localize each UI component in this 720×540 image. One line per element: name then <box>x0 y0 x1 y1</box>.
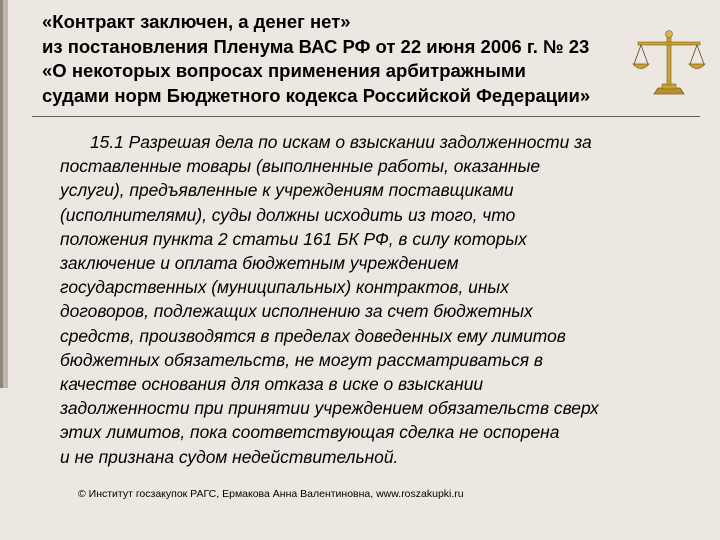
title-divider <box>32 116 700 117</box>
slide-title <box>42 10 632 108</box>
body-line: заключение и оплата бюджетным учреждением <box>60 253 459 274</box>
scales-of-justice-icon <box>632 26 706 98</box>
title-line-1: «Контракт заключен, а денег нет» <box>42 11 351 32</box>
body-line: 15.1 Разрешая дела по искам о взыскании задолженности за <box>90 132 592 152</box>
body-line: положения пункта 2 статьи 161 БК РФ, в силу которых <box>60 228 527 249</box>
body-line: этих лимитов, пока соответствующая сделка не оспорена <box>60 422 560 443</box>
body-line: качестве основания для отказа в иске о взыскании <box>60 374 484 395</box>
title-line-4: судами норм Бюджетного кодекса Российской Федерации» <box>42 84 591 106</box>
body-line: услуги), предъявленные к учреждениям поставщиками <box>60 180 514 201</box>
body-line: государственных (муниципальных) контрактов, иных <box>60 277 509 298</box>
body-line: поставленные товары (выполненные работы, оказанные <box>60 156 541 177</box>
ruling-paragraph <box>60 130 700 469</box>
body-line: бюджетных обязательств, не могут рассматриваться в <box>60 349 543 370</box>
body-line: задолженности при принятии учреждением обязательств сверх <box>60 398 599 419</box>
left-accent-stripe <box>0 0 3 388</box>
body-line: средств, производятся в пределах доведенных ему лимитов <box>60 325 566 346</box>
body-line: и не признана судом недействительной. <box>60 446 399 467</box>
title-line-2: из постановления Пленума ВАС РФ от 22 июня 2006 г. № 23 <box>42 35 590 57</box>
body-line: (исполнителями), суды должны исходить из того, что <box>60 204 516 225</box>
copyright-footer: © Институт госзакупок РАГС, Ермакова Анна Валентиновна, www.roszakupki.ru <box>78 488 464 500</box>
title-line-3: «О некоторых вопросах применения арбитражными <box>42 60 526 81</box>
body-line: договоров, подлежащих исполнению за счет бюджетных <box>60 301 533 322</box>
